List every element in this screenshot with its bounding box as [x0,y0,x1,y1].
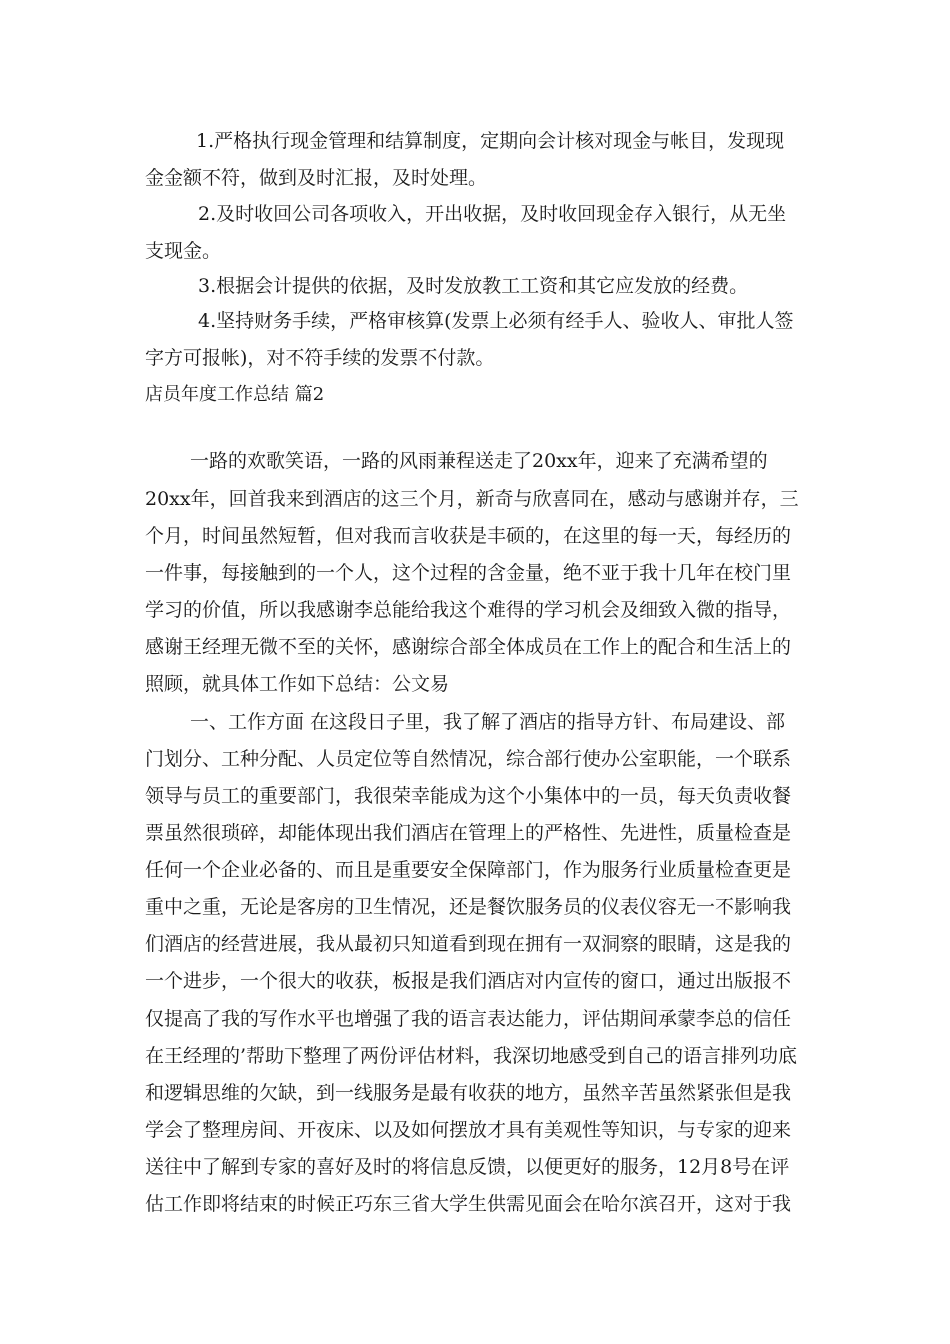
paragraph-1-line: 个月，时间虽然短暂，但对我而言收获是丰硕的，在这里的每一天，每经历的 [145,525,792,547]
paragraph-1-line: 学习的价值，所以我感谢李总能给我这个难得的学习机会及细致入微的指导， [145,599,792,621]
list-item-2-line-1: 2.及时收回公司各项收入，开出收据，及时收回现金存入银行，从无坐 [198,203,787,225]
paragraph-2-line: 领导与员工的重要部门，我很荣幸能成为这个小集体中的一员，每天负责收餐 [145,785,792,807]
paragraph-2-line: 学会了整理房间、开夜床、以及如何摆放才具有美观性等知识，与专家的迎来 [145,1119,792,1141]
paragraph-2-line: 票虽然很琐碎，却能体现出我们酒店在管理上的严格性、先进性，质量检查是 [145,822,792,844]
section-heading: 店员年度工作总结 篇2 [145,384,325,405]
paragraph-2-line: 一、工作方面 在这段日子里，我了解了酒店的指导方针、布局建设、部 [190,711,786,733]
paragraph-1-line: 一件事，每接触到的一个人，这个过程的含金量，绝不亚于我十几年在校门里 [145,562,792,584]
list-item-4-line-2: 字方可报帐)，对不符手续的发票不付款。 [145,347,495,369]
list-item-1-line-1: 1.严格执行现金管理和结算制度，定期向会计核对现金与帐目，发现现 [196,130,785,152]
list-item-3-line-1: 3.根据会计提供的依据，及时发放教工工资和其它应发放的经费。 [198,275,749,297]
paragraph-2-line: 送往中了解到专家的喜好及时的将信息反馈，以便更好的服务，12月8号在评 [145,1156,790,1178]
paragraph-2-line: 在王经理的’帮助下整理了两份评估材料，我深切地感受到自己的语言排列功底 [145,1045,798,1067]
list-item-4-line-1: 4.坚持财务手续，严格审核算(发票上必须有经手人、验收人、审批人签 [198,310,794,332]
paragraph-2-line: 一个进步，一个很大的收获，板报是我们酒店对内宣传的窗口，通过出版报不 [145,970,792,992]
paragraph-2-line: 任何一个企业必备的、而且是重要安全保障部门，作为服务行业质量检查更是 [145,859,792,881]
list-item-1-line-2: 金金额不符，做到及时汇报，及时处理。 [145,167,488,189]
paragraph-2-line: 们酒店的经营进展，我从最初只知道看到现在拥有一双洞察的眼睛，这是我的 [145,933,792,955]
paragraph-2-line: 门划分、工种分配、人员定位等自然情况，综合部行使办公室职能，一个联系 [145,748,792,770]
paragraph-1-line: 照顾，就具体工作如下总结：公文易 [145,673,450,695]
paragraph-1-line: 一路的欢歌笑语，一路的风雨兼程送走了20xx年，迎来了充满希望的 [190,450,768,472]
paragraph-2-line: 重中之重，无论是客房的卫生情况，还是餐饮服务员的仪表仪容无一不影响我 [145,896,792,918]
paragraph-2-line: 和逻辑思维的欠缺，到一线服务是最有收获的地方，虽然辛苦虽然紧张但是我 [145,1082,792,1104]
paragraph-1-line: 感谢王经理无微不至的关怀，感谢综合部全体成员在工作上的配合和生活上的 [145,636,792,658]
paragraph-2-line: 仅提高了我的写作水平也增强了我的语言表达能力，评估期间承蒙李总的信任 [145,1008,792,1030]
list-item-2-line-2: 支现金。 [145,240,222,262]
paragraph-2-line: 估工作即将结束的时候正巧东三省大学生供需见面会在哈尔滨召开，这对于我 [145,1193,792,1215]
paragraph-1-line: 20xx年，回首我来到酒店的这三个月，新奇与欣喜同在，感动与感谢并存，三 [145,488,799,510]
